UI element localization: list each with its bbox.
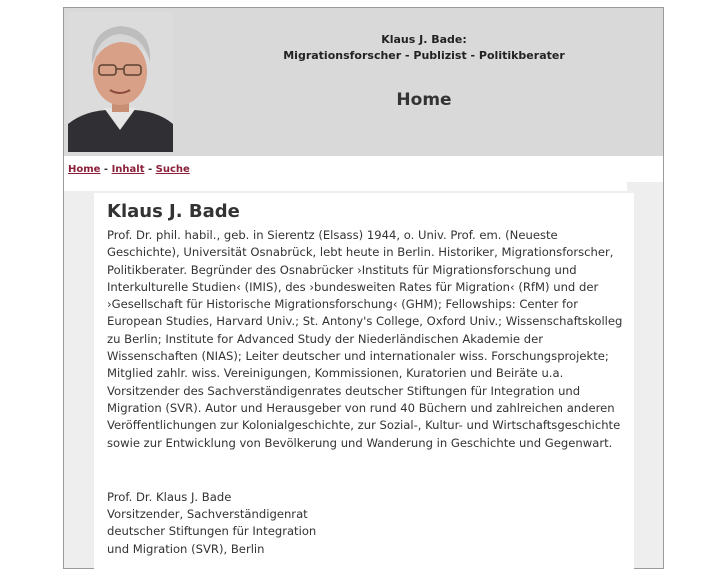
nav-link-suche[interactable]: Suche: [155, 164, 190, 175]
bio-paragraph: Prof. Dr. phil. habil., geb. in Sierentz (Elsass) 1944, o. Univ. Prof. em. (Neueste Geschichte), Universität Osnabrück, lebt heute in Berlin. Historiker, Migrationsforscher, Politikberater. Begründer des Osnabrücker ›Instituts für Migrationsforschung und Interkulturelle Studien‹ (IMIS), des ›bundesweiten Rates für Migration‹ (RfM) und der ›Gesellschaft für Historische Migrationsforschung‹ (GHM); Fellowships: Center for European Studies, Harvard Univ.; St. Antony's College, Oxford Univ.; Wissenschaftskolleg zu Berlin; Institute for Advanced Study der Niederländischen Akademie der Wissenschaften (NIAS); Leiter deutscher und internationaler wiss. Forschungsprojekte; Mitglied zahlr. wiss. Vereinigungen, Kommissionen, Kuratorien und Beiräte u.a. Vorsitzender des Sachverständigenrates deutscher Stiftungen für Integration und Migration (SVR). Autor und Herausgeber von rund 40 Büchern und zahlreichen anderen Veröffentlichungen zur Kolonialgeschichte, zur Sozial-, Kultur- und Wirtschaftsgeschichte sowie zur Entwicklung von Bevölkerung und Wanderung in Geschichte und Gegenwart.: [107, 228, 623, 450]
page-frame: [63, 7, 664, 569]
nav-divider: [64, 182, 627, 191]
portrait-icon: [68, 12, 173, 152]
breadcrumb-nav: [64, 156, 663, 182]
site-title-name: Klaus J. Bade:: [381, 33, 467, 46]
nav-link-inhalt[interactable]: Inhalt: [111, 164, 145, 175]
site-title: [184, 32, 664, 64]
signature-line: Prof. Dr. Klaus J. Bade: [107, 489, 232, 504]
signature-line: deutscher Stiftungen für Integration: [107, 524, 317, 539]
signature-line: Vorsitzender, Sachverständigenrat: [107, 507, 308, 522]
portrait-photo: [68, 12, 173, 152]
page-title: Home: [396, 90, 452, 110]
signature-block: [107, 489, 629, 558]
nav-separator: -: [100, 164, 112, 175]
nav-link-home[interactable]: Home: [68, 164, 101, 175]
nav-separator: -: [144, 164, 156, 175]
site-title-roles: Migrationsforscher - Publizist - Politikberater: [283, 49, 565, 62]
header: [64, 8, 663, 156]
main-content: [94, 193, 634, 573]
content-title: Klaus J. Bade: [107, 201, 240, 222]
signature-line: und Migration (SVR), Berlin: [107, 541, 265, 556]
